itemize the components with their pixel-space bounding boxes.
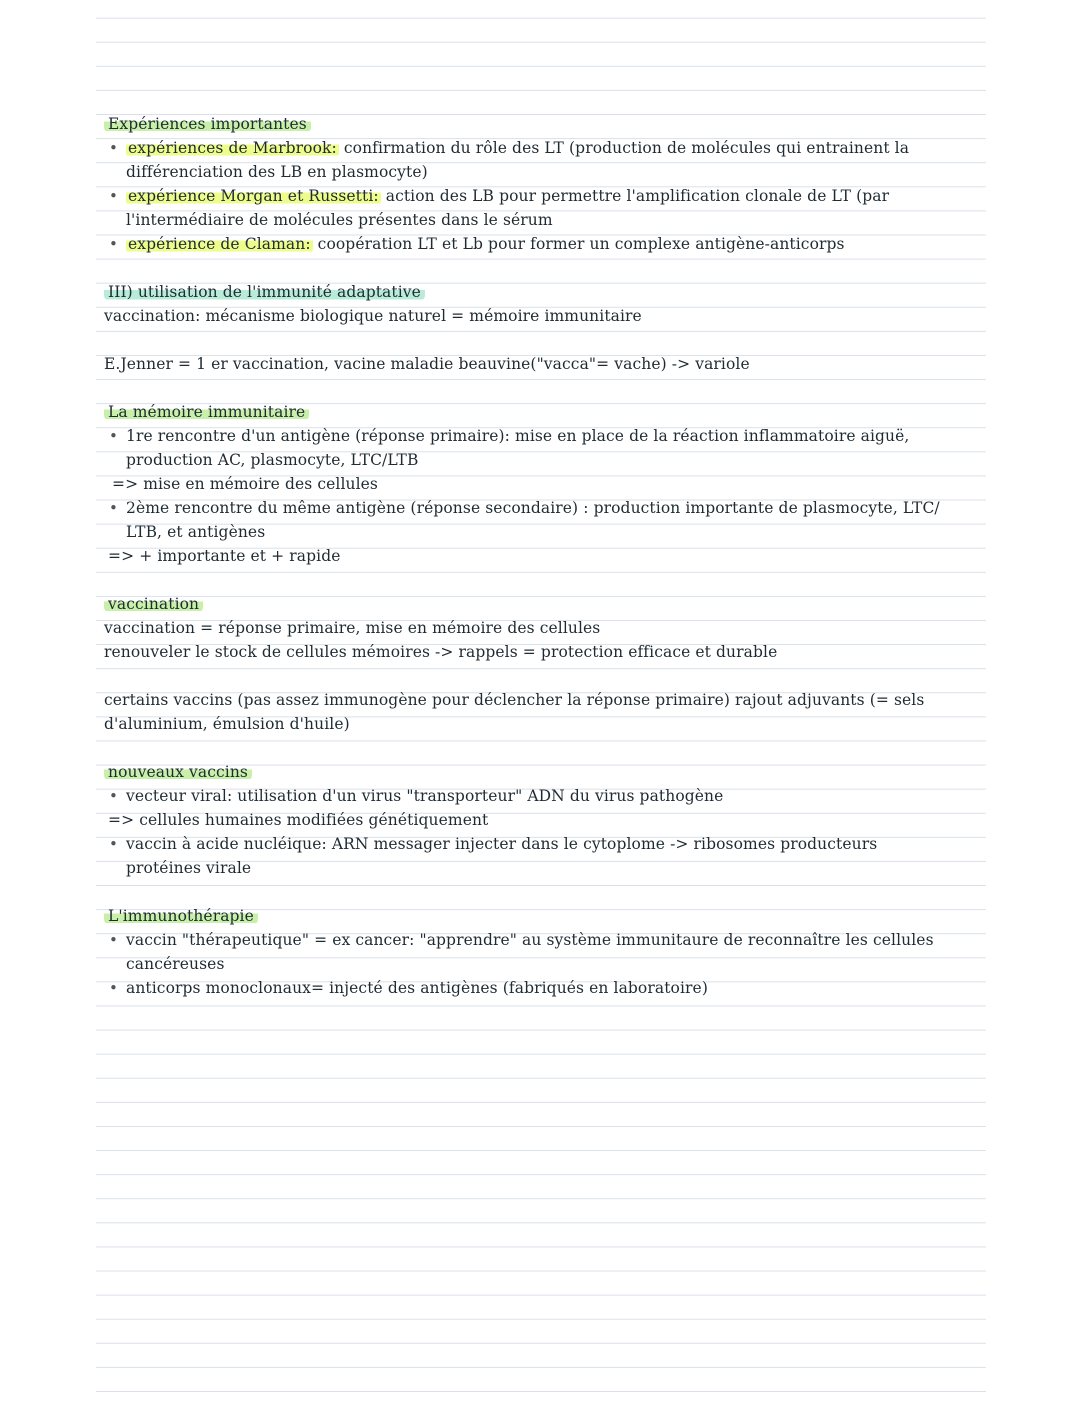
term-highlight: expérience Morgan et Russetti: (128, 187, 379, 205)
section-heading-immunotherapie (104, 906, 258, 926)
heading-highlight: La mémoire immunitaire (104, 403, 309, 421)
heading-highlight: nouveaux vaccins (104, 763, 252, 781)
note-line: anticorps monoclonaux= injecté des antigènes (fabriqués en laboratoire) (126, 979, 708, 997)
note-line: E.Jenner = 1 er vaccination, vacine maladie beauvine("vacca"= vache) -> variole (104, 355, 750, 373)
note-line: cancéreuses (126, 955, 225, 973)
heading-highlight: vaccination (104, 595, 203, 613)
note-line: => mise en mémoire des cellules (112, 475, 378, 493)
heading-highlight: III) utilisation de l'immunité adaptative (104, 283, 425, 301)
note-line: renouveler le stock de cellules mémoires -> rappels = protection efficace et durable (104, 643, 778, 661)
note-line: vaccin "thérapeutique" = ex cancer: "apprendre" au système immunitaure de reconnaître les cellules (126, 931, 934, 949)
bullet-dot: • (109, 499, 118, 517)
note-line: vaccination: mécanisme biologique naturel = mémoire immunitaire (104, 307, 642, 325)
note-line: => + importante et + rapide (108, 547, 341, 565)
bullet-dot: • (109, 187, 118, 205)
bullet-dot: • (109, 931, 118, 949)
section-heading-memoire (104, 402, 309, 422)
note-line: 2ème rencontre du même antigène (réponse secondaire) : production importante de plasmocyte, LTC/ (126, 499, 940, 517)
bullet-dot: • (109, 427, 118, 445)
section-heading-experiences (104, 114, 311, 134)
bullet-dot: • (109, 235, 118, 253)
note-text: coopération LT et Lb pour former un complexe antigène-anticorps (312, 235, 845, 253)
note-text: action des LB pour permettre l'amplification clonale de LT (par (380, 187, 890, 205)
term-highlight: expérience de Claman: (128, 235, 311, 253)
bullet-dot: • (109, 835, 118, 853)
note-line (126, 186, 889, 206)
section-heading-vaccination (104, 594, 203, 614)
note-line: vaccination = réponse primaire, mise en mémoire des cellules (104, 619, 601, 637)
heading-highlight: Expériences importantes (104, 115, 311, 133)
section-heading-utilisation (104, 282, 425, 302)
term-highlight: expériences de Marbrook: (128, 139, 337, 157)
note-line: certains vaccins (pas assez immunogène pour déclencher la réponse primaire) rajout adjuvants (= sels (104, 691, 925, 709)
section-heading-nouveaux-vaccins (104, 762, 252, 782)
bullet-dot: • (109, 139, 118, 157)
note-line: production AC, plasmocyte, LTC/LTB (126, 451, 419, 469)
note-line: 1re rencontre d'un antigène (réponse primaire): mise en place de la réaction inflammatoire aiguë, (126, 427, 910, 445)
note-line: l'intermédiaire de molécules présentes dans le sérum (126, 211, 553, 229)
bullet-dot: • (109, 979, 118, 997)
note-line: d'aluminium, émulsion d'huile) (104, 715, 350, 733)
bullet-dot: • (109, 787, 118, 805)
note-line: vecteur viral: utilisation d'un virus "transporteur" ADN du virus pathogène (126, 787, 724, 805)
note-line (126, 234, 845, 254)
note-line: différenciation des LB en plasmocyte) (126, 163, 428, 181)
note-line: vaccin à acide nucléique: ARN messager injecter dans le cytoplome -> ribosomes producteurs (126, 835, 878, 853)
heading-highlight: L'immunothérapie (104, 907, 258, 925)
note-text: confirmation du rôle des LT (production de molécules qui entrainent la (338, 139, 910, 157)
note-line: => cellules humaines modifiées génétiquement (108, 811, 489, 829)
note-line (126, 138, 909, 158)
note-line: protéines virale (126, 859, 252, 877)
note-line: LTB, et antigènes (126, 523, 266, 541)
